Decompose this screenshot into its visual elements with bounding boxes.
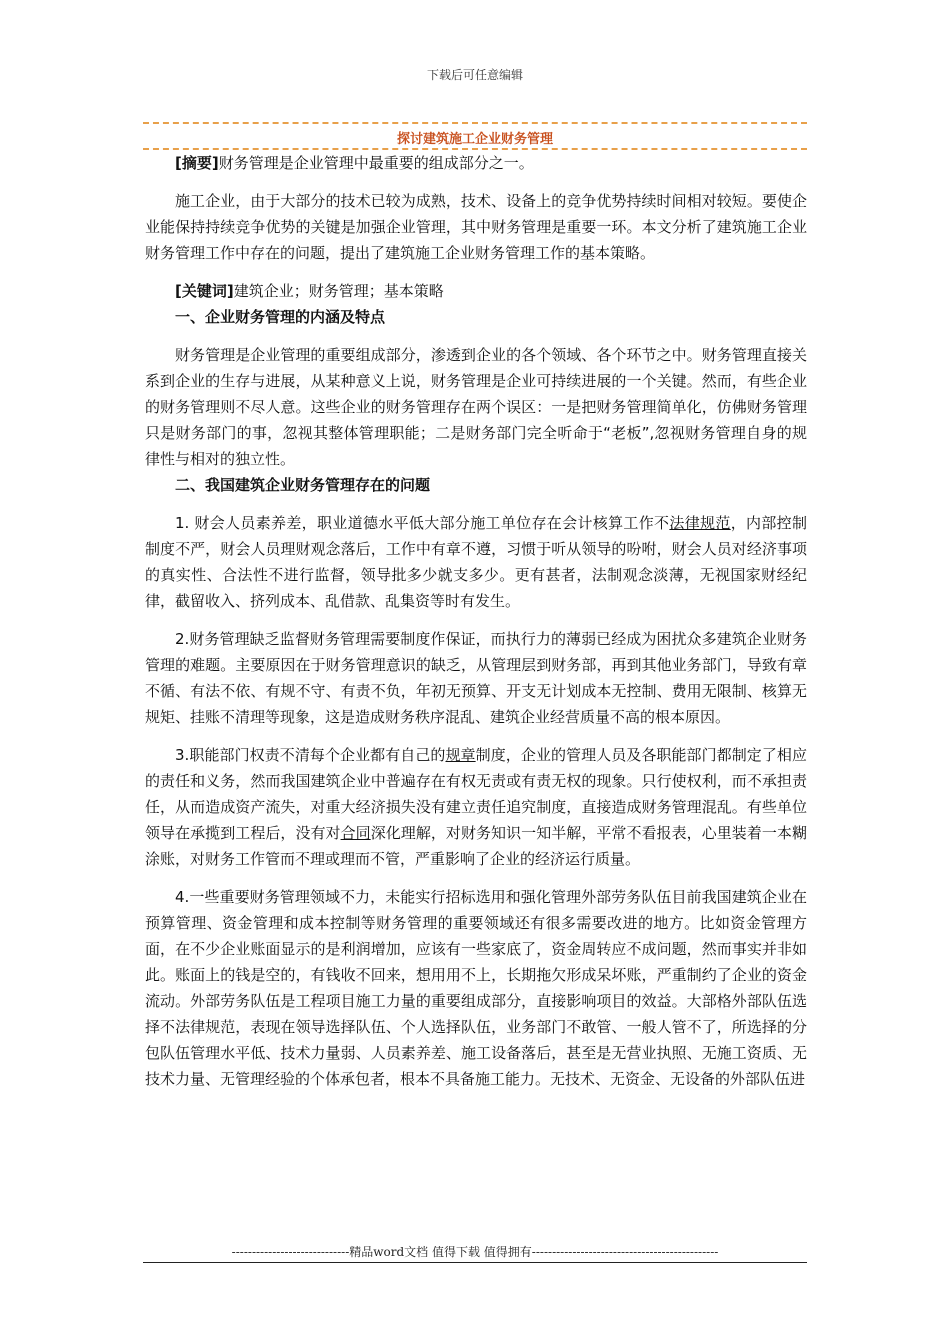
problem-3-text-start: 3.职能部门权责不清每个企业都有自己的: [175, 746, 446, 764]
problem-1-paragraph: [145, 510, 807, 614]
contract-link[interactable]: 合同: [340, 824, 371, 842]
problem-1-text-start: 1. 财会人员素养差，职业道德水平低大部分施工单位存在会计核算工作不: [175, 514, 670, 532]
title-top-divider: [143, 122, 807, 124]
section1-paragraph: 财务管理是企业管理的重要组成部分，渗透到企业的各个领域、各个环节之中。财务管理直接关系到企业的生存与进展，从某种意义上说，财务管理是企业可持续进展的一个关键。然而，有些企业的财务管理则不尽人意。这些企业的财务管理存在两个误区：一是把财务管理简单化，仿佛财务管理只是财务部门的事，忽视其整体管理职能；二是财务部门完全听命于“老板”,忽视财务管理自身的规律性与相对的独立性。: [145, 346, 807, 468]
document-body: [145, 150, 807, 1092]
abstract-text: 财务管理是企业管理中最重要的组成部分之一。: [218, 154, 534, 172]
problem-2-paragraph: 2.财务管理缺乏监督财务管理需要制度作保证，而执行力的薄弱已经成为困扰众多建筑企业财务管理的难题。主要原因在于财务管理意识的缺乏，从管理层到财务部，再到其他业务部门，导致有章不循、有法不依、有规不守、有责不负，年初无预算、开支无计划成本无控制、费用无限制、核算无规矩、挂账不清理等现象，这是造成财务秩序混乱、建筑企业经营质量不高的根本原因。: [145, 630, 807, 726]
abstract-paragraph: [145, 150, 807, 176]
keywords-text: 建筑企业；财务管理；基本策略: [233, 282, 444, 300]
document-title: 探讨建筑施工企业财务管理: [396, 132, 553, 147]
problem-1-text-end: ，内部控制制度不严，财会人员理财观念落后，工作中有章不遵，习惯于听从领导的吩咐，财会人员对经济事项的真实性、合法性不进行监督，领导批多少就支多少。更有甚者，法制观念淡薄，无视国家财经纪律，截留收入、挤列成本、乱借款、乱集资等时有发生。: [145, 514, 807, 610]
header-note: 下载后可任意编辑: [426, 68, 523, 82]
section1-heading: 一、企业财务管理的内涵及特点: [175, 308, 386, 326]
keywords-paragraph: [145, 278, 807, 304]
problem-3-paragraph: [145, 742, 807, 872]
law-regulation-link[interactable]: 法律规范: [669, 514, 731, 532]
footer-text: -----------------------------精品word文档 值得下载 值得拥有----------------------------------------------: [231, 1245, 719, 1259]
problem-3-text-end: 深化理解，对财务知识一知半解，平常不看报表，心里装着一本糊涂账，对财务工作管而不理或理而不管，严重影响了企业的经济运行质量。: [145, 824, 807, 868]
footer-divider: [143, 1262, 807, 1263]
abstract-label: [摘要]: [175, 154, 219, 172]
intro-paragraph: 施工企业，由于大部分的技术已较为成熟，技术、设备上的竞争优势持续时间相对较短。要使企业能保持持续竞争优势的关键是加强企业管理，其中财务管理是重要一环。本文分析了建筑施工企业财务管理工作中存在的问题，提出了建筑施工企业财务管理工作的基本策略。: [145, 192, 807, 262]
problem-4-paragraph: 4.一些重要财务管理领域不力，未能实行招标选用和强化管理外部劳务队伍目前我国建筑企业在预算管理、资金管理和成本控制等财务管理的重要领域还有很多需要改进的地方。比如资金管理方面，在不少企业账面显示的是利润增加，应该有一些家底了，资金周转应不成问题，然而事实并非如此。账面上的钱是空的，有钱收不回来，想用用不上，长期拖欠形成呆坏账，严重制约了企业的资金流动。外部劳务队伍是工程项目施工力量的重要组成部分，直接影响项目的效益。大部格外部队伍选择不法律规范，表现在领导选择队伍、个人选择队伍，业务部门不敢管、一般人管不了，所选择的分包队伍管理水平低、技术力量弱、人员素养差、施工设备落后，甚至是无营业执照、无施工资质、无技术力量、无管理经验的个体承包者，根本不具备施工能力。无技术、无资金、无设备的外部队伍进: [145, 888, 807, 1088]
rules-link[interactable]: 规章: [445, 746, 476, 764]
problem-3-text-middle: 制度，企业的管理人员及各职能部门都制定了相应的责任和义务，然而我国建筑企业中普遍存在有权无责或有责无权的现象。只行使权利，而不承担责任，从而造成资产流失，对重大经济损失没有建立责任追究制度，直接造成财务管理混乱。有些单位领导在承揽到工程后，没有对: [145, 746, 807, 842]
section2-heading: 二、我国建筑企业财务管理存在的问题: [175, 476, 431, 494]
keywords-label: [关键词]: [175, 282, 234, 300]
